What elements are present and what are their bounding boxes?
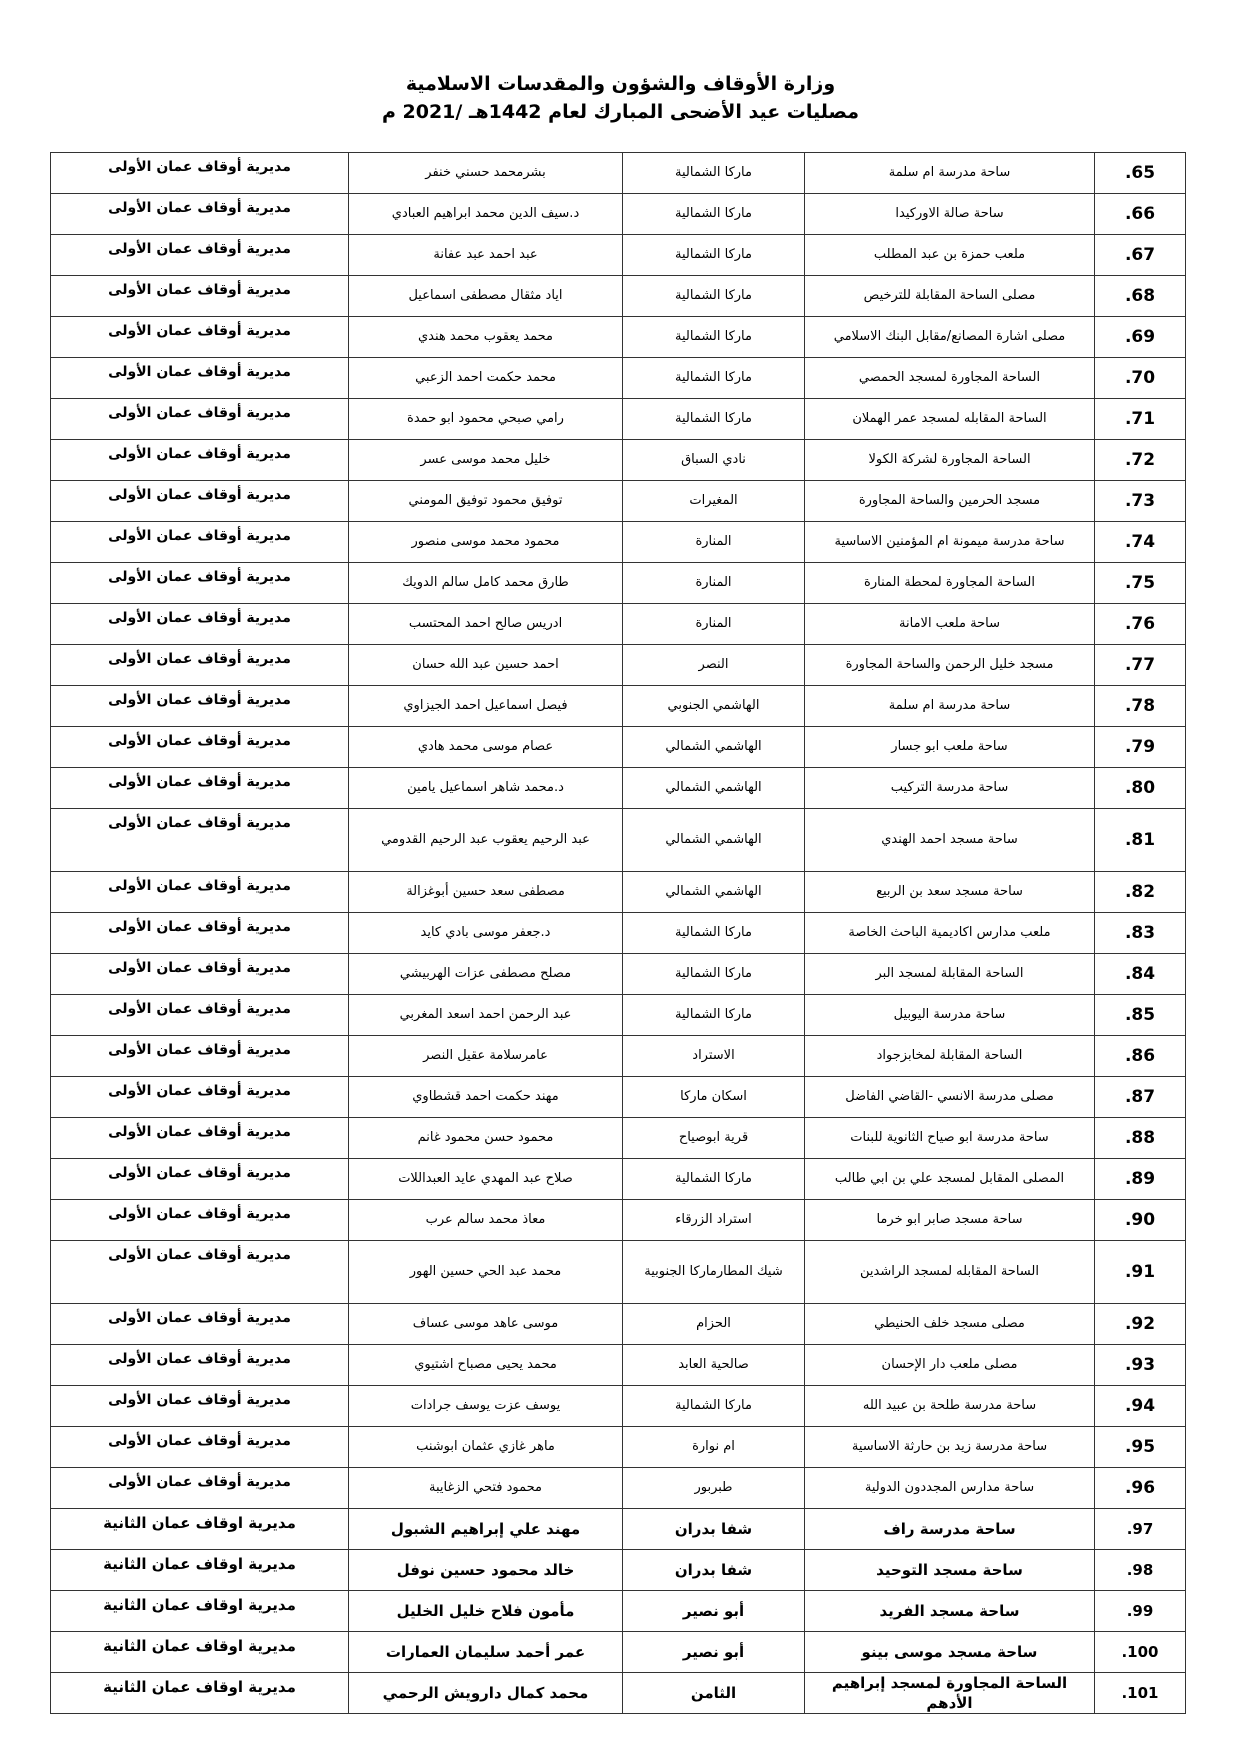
table-row: [51, 1200, 1186, 1241]
row-number: .96: [1095, 1468, 1186, 1509]
table-body: [51, 153, 1186, 1714]
row-number: .85: [1095, 995, 1186, 1036]
directorate-cell: مديرية اوقاف عمان الثانية: [51, 1632, 349, 1673]
table-row: [51, 235, 1186, 276]
row-number: .97: [1095, 1509, 1186, 1550]
ministry-title: وزارة الأوقاف والشؤون والمقدسات الاسلامية: [405, 73, 836, 95]
row-number: .95: [1095, 1427, 1186, 1468]
directorate-cell: مديرية أوقاف عمان الأولى: [51, 1077, 349, 1118]
location-cell: ساحة مسجد احمد الهندي: [805, 809, 1095, 872]
directorate-cell: مديرية أوقاف عمان الأولى: [51, 1468, 349, 1509]
imam-cell: ادريس صالح احمد المحتسب: [349, 604, 623, 645]
location-cell: مصلى اشارة المصانع/مقابل البنك الاسلامي: [805, 317, 1095, 358]
row-number: .80: [1095, 768, 1186, 809]
row-number: .99: [1095, 1591, 1186, 1632]
prayer-locations-table: [50, 152, 1186, 1714]
row-number: .72: [1095, 440, 1186, 481]
table-row: [51, 1241, 1186, 1304]
directorate-cell: مديرية اوقاف عمان الثانية: [51, 1673, 349, 1714]
row-number: .68: [1095, 276, 1186, 317]
directorate-cell: مديرية أوقاف عمان الأولى: [51, 522, 349, 563]
location-cell: ساحة مدرسة طلحة بن عبيد الله: [805, 1386, 1095, 1427]
row-number: .88: [1095, 1118, 1186, 1159]
area-cell: المنارة: [623, 522, 805, 563]
row-number: .73: [1095, 481, 1186, 522]
table-row: [51, 1673, 1186, 1714]
location-cell: مسجد خليل الرحمن والساحة المجاورة: [805, 645, 1095, 686]
row-number: .93: [1095, 1345, 1186, 1386]
table-row: [51, 1118, 1186, 1159]
row-number: .75: [1095, 563, 1186, 604]
directorate-cell: مديرية أوقاف عمان الأولى: [51, 194, 349, 235]
table-row: [51, 153, 1186, 194]
table-row: [51, 1036, 1186, 1077]
location-cell: ساحة صالة الاوركيدا: [805, 194, 1095, 235]
table-row: [51, 481, 1186, 522]
row-number: .77: [1095, 645, 1186, 686]
location-cell: الساحة المجاورة لشركة الكولا: [805, 440, 1095, 481]
location-cell: ساحة ملعب ابو جسار: [805, 727, 1095, 768]
row-number: .76: [1095, 604, 1186, 645]
row-number: .84: [1095, 954, 1186, 995]
area-cell: استراد الزرقاء: [623, 1200, 805, 1241]
imam-cell: موسى عاهد موسى عساف: [349, 1304, 623, 1345]
area-cell: ماركا الشمالية: [623, 358, 805, 399]
location-cell: ساحة مدرسة راف: [805, 1509, 1095, 1550]
area-cell: الاستراد: [623, 1036, 805, 1077]
location-cell: ساحة مدارس المجددون الدولية: [805, 1468, 1095, 1509]
table-row: [51, 809, 1186, 872]
location-cell: ساحة ملعب الامانة: [805, 604, 1095, 645]
imam-cell: رامي صبحي محمود ابو حمدة: [349, 399, 623, 440]
table-row: [51, 563, 1186, 604]
table-row: [51, 358, 1186, 399]
imam-cell: عبد الرحيم يعقوب عبد الرحيم القدومي: [349, 809, 623, 872]
area-cell: ماركا الشمالية: [623, 913, 805, 954]
imam-cell: محمد كمال دارويش الرحمي: [349, 1673, 623, 1714]
location-cell: ساحة مسجد صابر ابو خرما: [805, 1200, 1095, 1241]
imam-cell: طارق محمد كامل سالم الدويك: [349, 563, 623, 604]
area-cell: الهاشمي الشمالي: [623, 727, 805, 768]
imam-cell: فيصل اسماعيل احمد الجيزاوي: [349, 686, 623, 727]
row-number: .79: [1095, 727, 1186, 768]
imam-cell: عبد الرحمن احمد اسعد المغربي: [349, 995, 623, 1036]
directorate-cell: مديرية أوقاف عمان الأولى: [51, 481, 349, 522]
row-number: .66: [1095, 194, 1186, 235]
table-row: [51, 194, 1186, 235]
imam-cell: محمود حسن محمود غانم: [349, 1118, 623, 1159]
directorate-cell: مديرية أوقاف عمان الأولى: [51, 1200, 349, 1241]
location-cell: مسجد الحرمين والساحة المجاورة: [805, 481, 1095, 522]
directorate-cell: مديرية أوقاف عمان الأولى: [51, 1036, 349, 1077]
area-cell: الحزام: [623, 1304, 805, 1345]
location-cell: ساحة مدرسة زيد بن حارثة الاساسية: [805, 1427, 1095, 1468]
imam-cell: عامرسلامة عقيل النصر: [349, 1036, 623, 1077]
imam-cell: يوسف عزت يوسف جرادات: [349, 1386, 623, 1427]
table-row: [51, 1591, 1186, 1632]
directorate-cell: مديرية أوقاف عمان الأولى: [51, 809, 349, 872]
location-cell: الساحة المقابلة لمخابزجواد: [805, 1036, 1095, 1077]
area-cell: صالحية العابد: [623, 1345, 805, 1386]
directorate-cell: مديرية أوقاف عمان الأولى: [51, 358, 349, 399]
area-cell: ماركا الشمالية: [623, 954, 805, 995]
area-cell: ماركا الشمالية: [623, 194, 805, 235]
location-cell: ساحة مسجد الفريد: [805, 1591, 1095, 1632]
row-number: .82: [1095, 872, 1186, 913]
area-cell: شفا بدران: [623, 1509, 805, 1550]
imam-cell: صلاح عبد المهدي عايد العبداللات: [349, 1159, 623, 1200]
imam-cell: احمد حسين عبد الله حسان: [349, 645, 623, 686]
location-cell: الساحة المجاورة لمحطة المنارة: [805, 563, 1095, 604]
directorate-cell: مديرية اوقاف عمان الثانية: [51, 1591, 349, 1632]
directorate-cell: مديرية أوقاف عمان الأولى: [51, 1118, 349, 1159]
table-row: [51, 522, 1186, 563]
row-number: .86: [1095, 1036, 1186, 1077]
row-number: .83: [1095, 913, 1186, 954]
location-cell: المصلى المقابل لمسجد علي بن ابي طالب: [805, 1159, 1095, 1200]
location-cell: الساحة المقابله لمسجد الراشدين: [805, 1241, 1095, 1304]
location-cell: ساحة مدرسة ام سلمة: [805, 153, 1095, 194]
directorate-cell: مديرية اوقاف عمان الثانية: [51, 1550, 349, 1591]
table-row: [51, 995, 1186, 1036]
imam-cell: خليل محمد موسى عسر: [349, 440, 623, 481]
table-row: [51, 1427, 1186, 1468]
table-row: [51, 913, 1186, 954]
directorate-cell: مديرية أوقاف عمان الأولى: [51, 563, 349, 604]
row-number: .94: [1095, 1386, 1186, 1427]
location-cell: مصلى مدرسة الانسي -القاضي الفاضل: [805, 1077, 1095, 1118]
area-cell: ماركا الشمالية: [623, 995, 805, 1036]
directorate-cell: مديرية أوقاف عمان الأولى: [51, 645, 349, 686]
imam-cell: محمد حكمت احمد الزعبي: [349, 358, 623, 399]
table-row: [51, 768, 1186, 809]
table-row: [51, 1304, 1186, 1345]
table-row: [51, 1345, 1186, 1386]
row-number: .87: [1095, 1077, 1186, 1118]
area-cell: ماركا الشمالية: [623, 399, 805, 440]
row-number: .89: [1095, 1159, 1186, 1200]
area-cell: الهاشمي الشمالي: [623, 768, 805, 809]
area-cell: نادي السباق: [623, 440, 805, 481]
table-row: [51, 440, 1186, 481]
directorate-cell: مديرية أوقاف عمان الأولى: [51, 235, 349, 276]
directorate-cell: مديرية أوقاف عمان الأولى: [51, 1427, 349, 1468]
area-cell: المغيرات: [623, 481, 805, 522]
row-number: .70: [1095, 358, 1186, 399]
table-row: [51, 1550, 1186, 1591]
imam-cell: محمد يعقوب محمد هندي: [349, 317, 623, 358]
directorate-cell: مديرية أوقاف عمان الأولى: [51, 995, 349, 1036]
imam-cell: مصلح مصطفى عزات الهربيشي: [349, 954, 623, 995]
directorate-cell: مديرية أوقاف عمان الأولى: [51, 1345, 349, 1386]
area-cell: ماركا الشمالية: [623, 317, 805, 358]
directorate-cell: مديرية اوقاف عمان الثانية: [51, 1509, 349, 1550]
directorate-cell: مديرية أوقاف عمان الأولى: [51, 1159, 349, 1200]
table-row: [51, 645, 1186, 686]
area-cell: أبو نصير: [623, 1591, 805, 1632]
directorate-cell: مديرية أوقاف عمان الأولى: [51, 913, 349, 954]
location-cell: الساحة المجاورة لمسجد الحمصي: [805, 358, 1095, 399]
page-header: [0, 70, 1241, 126]
location-cell: ساحة مدرسة التركيب: [805, 768, 1095, 809]
area-cell: شفا بدران: [623, 1550, 805, 1591]
area-cell: المنارة: [623, 604, 805, 645]
imam-cell: محمد يحيى مصباح اشتيوي: [349, 1345, 623, 1386]
row-number: .91: [1095, 1241, 1186, 1304]
table-row: [51, 872, 1186, 913]
directorate-cell: مديرية أوقاف عمان الأولى: [51, 440, 349, 481]
location-cell: مصلى الساحة المقابلة للترخيص: [805, 276, 1095, 317]
row-number: .98: [1095, 1550, 1186, 1591]
directorate-cell: مديرية أوقاف عمان الأولى: [51, 1386, 349, 1427]
directorate-cell: مديرية أوقاف عمان الأولى: [51, 399, 349, 440]
row-number: .100: [1095, 1632, 1186, 1673]
table-row: [51, 399, 1186, 440]
row-number: .74: [1095, 522, 1186, 563]
imam-cell: خالد محمود حسين نوفل: [349, 1550, 623, 1591]
table-row: [51, 1509, 1186, 1550]
location-cell: الساحة المجاورة لمسجد إبراهيم الأدهم: [805, 1673, 1095, 1714]
table-row: [51, 1632, 1186, 1673]
table-row: [51, 317, 1186, 358]
imam-cell: عبد احمد عبد عفانة: [349, 235, 623, 276]
location-cell: ساحة مدرسة ام سلمة: [805, 686, 1095, 727]
table-row: [51, 276, 1186, 317]
directorate-cell: مديرية أوقاف عمان الأولى: [51, 727, 349, 768]
imam-cell: مهند حكمت احمد قشطاوي: [349, 1077, 623, 1118]
table-row: [51, 604, 1186, 645]
area-cell: طبربور: [623, 1468, 805, 1509]
imam-cell: ماهر غازي عثمان ابوشنب: [349, 1427, 623, 1468]
table-row: [51, 727, 1186, 768]
location-cell: ملعب حمزة بن عبد المطلب: [805, 235, 1095, 276]
row-number: .78: [1095, 686, 1186, 727]
directorate-cell: مديرية أوقاف عمان الأولى: [51, 604, 349, 645]
directorate-cell: مديرية أوقاف عمان الأولى: [51, 276, 349, 317]
area-cell: اسكان ماركا: [623, 1077, 805, 1118]
area-cell: ماركا الشمالية: [623, 153, 805, 194]
imam-cell: د.محمد شاهر اسماعيل يامين: [349, 768, 623, 809]
row-number: .90: [1095, 1200, 1186, 1241]
imam-cell: د.سيف الدين محمد ابراهيم العبادي: [349, 194, 623, 235]
imam-cell: عصام موسى محمد هادي: [349, 727, 623, 768]
imam-cell: مصطفى سعد حسين أبوغزالة: [349, 872, 623, 913]
imam-cell: توفيق محمود توفيق المومني: [349, 481, 623, 522]
row-number: .71: [1095, 399, 1186, 440]
table-row: [51, 1077, 1186, 1118]
imam-cell: د.جعفر موسى بادي كايد: [349, 913, 623, 954]
row-number: .101: [1095, 1673, 1186, 1714]
area-cell: ماركا الشمالية: [623, 276, 805, 317]
area-cell: الهاشمي الشمالي: [623, 809, 805, 872]
row-number: .81: [1095, 809, 1186, 872]
location-cell: مصلى مسجد خلف الحنيطي: [805, 1304, 1095, 1345]
area-cell: الهاشمي الجنوبي: [623, 686, 805, 727]
directorate-cell: مديرية أوقاف عمان الأولى: [51, 153, 349, 194]
imam-cell: مهند علي إبراهيم الشبول: [349, 1509, 623, 1550]
location-cell: ساحة مسجد التوحيد: [805, 1550, 1095, 1591]
location-cell: ساحة مسجد موسى بينو: [805, 1632, 1095, 1673]
document-subtitle: مصليات عيد الأضحى المبارك لعام 1442هـ /2021 م: [381, 101, 860, 123]
table-row: [51, 1468, 1186, 1509]
area-cell: أبو نصير: [623, 1632, 805, 1673]
imam-cell: بشرمحمد حسني خنفر: [349, 153, 623, 194]
area-cell: قرية ابوصياح: [623, 1118, 805, 1159]
area-cell: ماركا الشمالية: [623, 235, 805, 276]
table-row: [51, 954, 1186, 995]
location-cell: ساحة مدرسة اليوبيل: [805, 995, 1095, 1036]
row-number: .67: [1095, 235, 1186, 276]
imam-cell: اياد مثقال مصطفى اسماعيل: [349, 276, 623, 317]
area-cell: شيك المطارماركا الجنوبية: [623, 1241, 805, 1304]
location-cell: الساحة المقابله لمسجد عمر الهملان: [805, 399, 1095, 440]
row-number: .69: [1095, 317, 1186, 358]
imam-cell: محمود فتحي الزغايبة: [349, 1468, 623, 1509]
location-cell: ساحة مسجد سعد بن الربيع: [805, 872, 1095, 913]
directorate-cell: مديرية أوقاف عمان الأولى: [51, 686, 349, 727]
imam-cell: محمود محمد موسى منصور: [349, 522, 623, 563]
directorate-cell: مديرية أوقاف عمان الأولى: [51, 317, 349, 358]
location-cell: ساحة مدرسة ابو صياح الثانوية للبنات: [805, 1118, 1095, 1159]
location-cell: مصلى ملعب دار الإحسان: [805, 1345, 1095, 1386]
area-cell: الثامن: [623, 1673, 805, 1714]
table-row: [51, 1159, 1186, 1200]
area-cell: الهاشمي الشمالي: [623, 872, 805, 913]
table-row: [51, 686, 1186, 727]
directorate-cell: مديرية أوقاف عمان الأولى: [51, 1241, 349, 1304]
imam-cell: عمر أحمد سليمان العمارات: [349, 1632, 623, 1673]
table-row: [51, 1386, 1186, 1427]
location-cell: الساحة المقابلة لمسجد البر: [805, 954, 1095, 995]
imam-cell: مأمون فلاح خليل الخليل: [349, 1591, 623, 1632]
row-number: .92: [1095, 1304, 1186, 1345]
location-cell: ملعب مدارس اكاديمية الباحث الخاصة: [805, 913, 1095, 954]
area-cell: المنارة: [623, 563, 805, 604]
directorate-cell: مديرية أوقاف عمان الأولى: [51, 1304, 349, 1345]
directorate-cell: مديرية أوقاف عمان الأولى: [51, 768, 349, 809]
imam-cell: محمد عبد الحي حسين الهور: [349, 1241, 623, 1304]
directorate-cell: مديرية أوقاف عمان الأولى: [51, 872, 349, 913]
area-cell: ماركا الشمالية: [623, 1386, 805, 1427]
directorate-cell: مديرية أوقاف عمان الأولى: [51, 954, 349, 995]
area-cell: ام نوارة: [623, 1427, 805, 1468]
location-cell: ساحة مدرسة ميمونة ام المؤمنين الاساسية: [805, 522, 1095, 563]
imam-cell: معاذ محمد سالم عرب: [349, 1200, 623, 1241]
row-number: .65: [1095, 153, 1186, 194]
area-cell: النصر: [623, 645, 805, 686]
area-cell: ماركا الشمالية: [623, 1159, 805, 1200]
